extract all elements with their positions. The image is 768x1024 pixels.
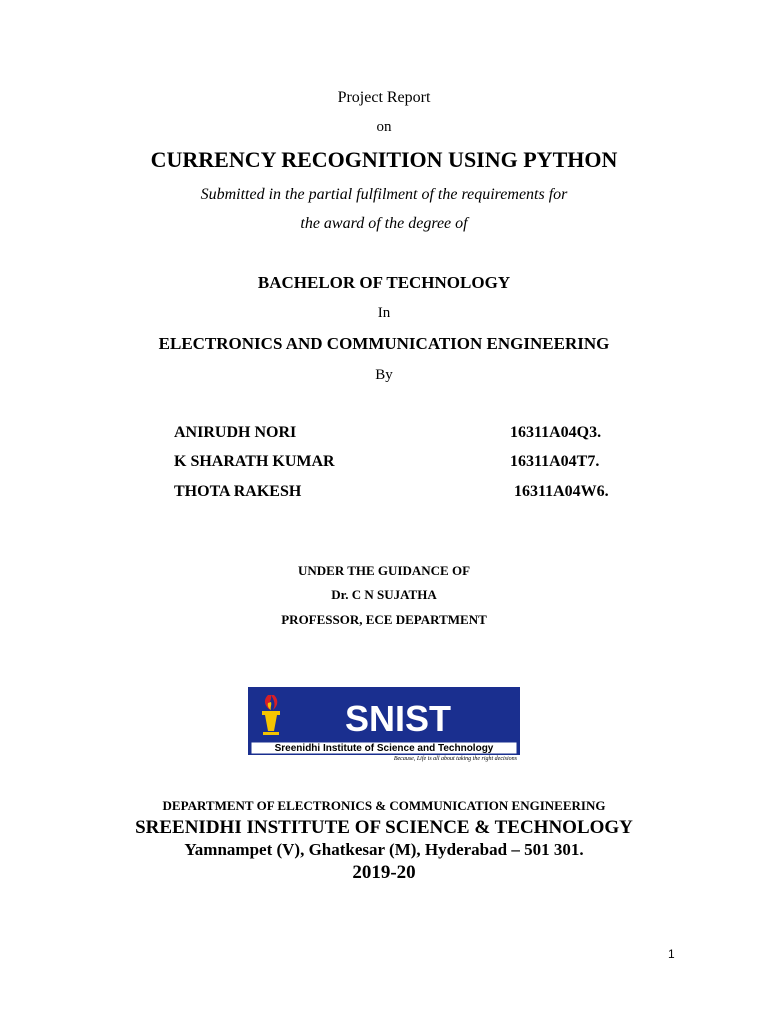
submission-line-1: Submitted in the partial fulfilment of the requirements for (200, 186, 568, 203)
student-roll: 16311A04Q3. (510, 424, 602, 441)
institute-address: Yamnampet (V), Ghatkesar (M), Hyderabad – 501 301. (184, 840, 584, 859)
student-roll: 16311A04W6. (514, 483, 609, 500)
page-number: 1 (668, 947, 675, 961)
branch-name: ELECTRONICS AND COMMUNICATION ENGINEERING (158, 334, 610, 353)
logo-brand: SNIST (344, 698, 452, 739)
guide-name: Dr. C N SUJATHA (331, 587, 437, 602)
student-name: ANIRUDH NORI (174, 424, 297, 441)
student-name: THOTA RAKESH (174, 483, 302, 500)
student-name: K SHARATH KUMAR (174, 453, 335, 470)
guide-position: PROFESSOR, ECE DEPARTMENT (281, 612, 487, 627)
snist-logo (248, 687, 520, 755)
logo-tagline: Because, Life is all about taking the right decisions (393, 756, 517, 762)
guidance-heading: UNDER THE GUIDANCE OF (297, 563, 471, 578)
logo-full-name: Sreenidhi Institute of Science and Technology (274, 743, 494, 754)
institute-name: SREENIDHI INSTITUTE OF SCIENCE & TECHNOLOGY (135, 817, 633, 838)
snist-logo-graphic (248, 687, 520, 755)
by-label: By (375, 367, 393, 383)
submission-line-2: the award of the degree of (300, 215, 468, 232)
project-report-label: Project Report (337, 89, 431, 106)
report-title: CURRENCY RECOGNITION USING PYTHON (150, 147, 618, 172)
on-label: on (376, 119, 392, 135)
student-roll: 16311A04T7. (510, 453, 600, 470)
degree-name: BACHELOR OF TECHNOLOGY (257, 273, 511, 292)
academic-year: 2019-20 (352, 862, 416, 883)
department-line: DEPARTMENT OF ELECTRONICS & COMMUNICATION ENGINEERING (162, 798, 606, 813)
in-label: In (377, 305, 391, 321)
